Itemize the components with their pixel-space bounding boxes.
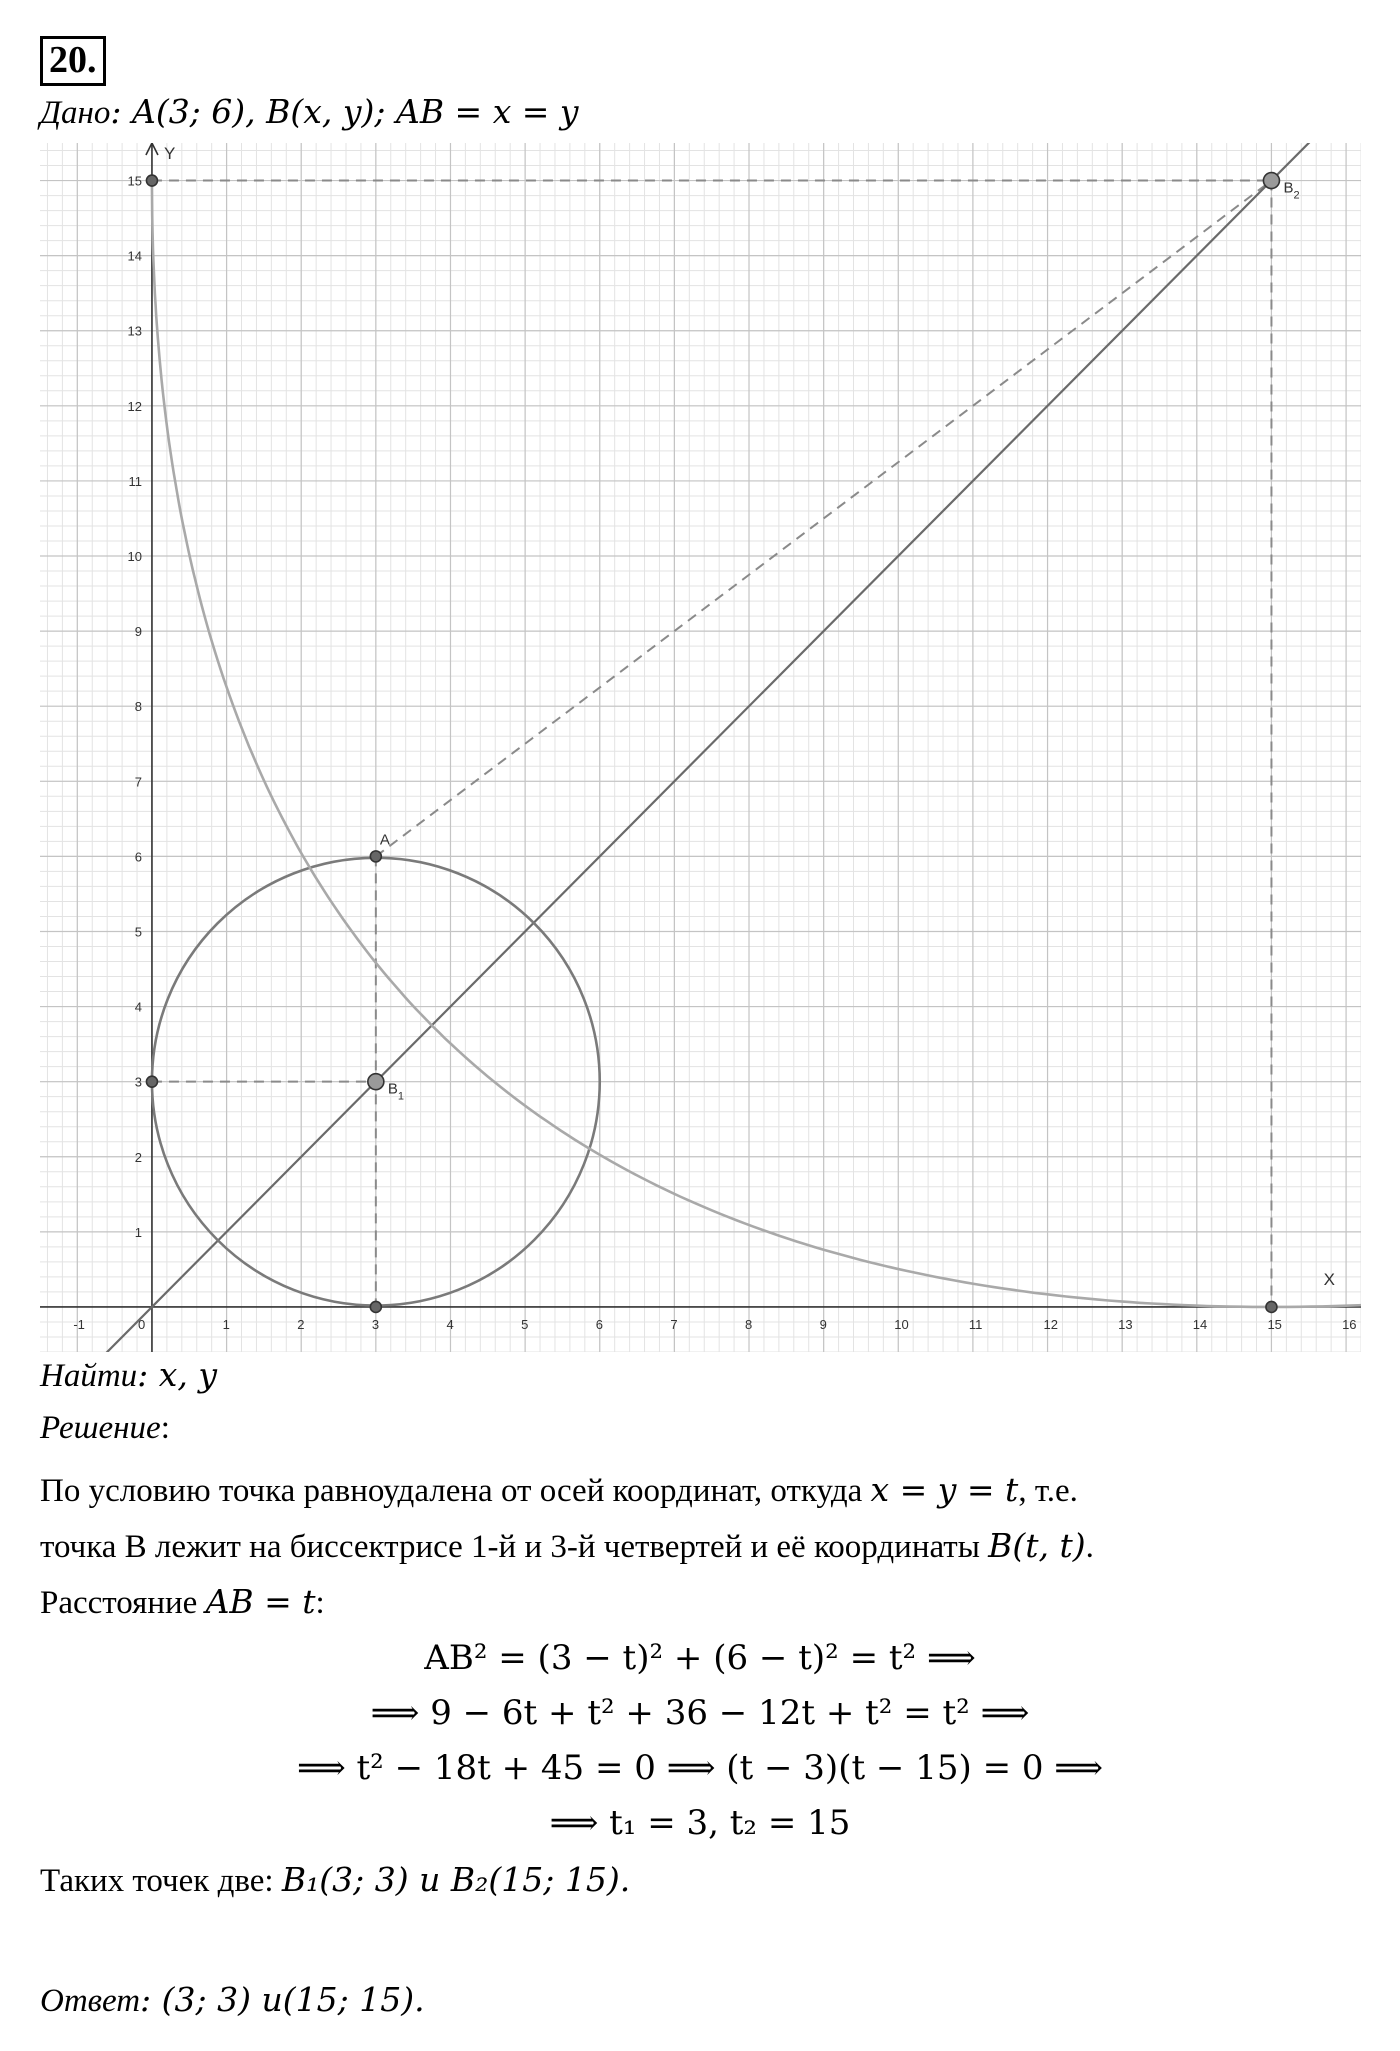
point-label-subscript: 1 xyxy=(397,1090,404,1103)
paragraph-1 xyxy=(40,1470,1078,1510)
y-tick-label: 12 xyxy=(127,398,142,414)
coordinate-graph xyxy=(40,143,1361,1352)
y-tick-label: 10 xyxy=(127,549,142,565)
point xyxy=(146,1076,157,1087)
point-label: $B_2$ xyxy=(1283,179,1300,202)
y-tick-label: 1 xyxy=(134,1224,142,1240)
equation-3: ⟹ t² − 18t + 45 = 0 ⟹ (t − 3)(t − 15) = 0 ⟹ xyxy=(296,1748,1104,1788)
result-math: B₁(3; 3) и B₂(15; 15). xyxy=(281,1860,631,1899)
find-label: Найти xyxy=(40,1358,138,1394)
y-tick-label: 6 xyxy=(134,849,142,865)
y-tick-label: 4 xyxy=(134,999,142,1015)
x-tick-label: 16 xyxy=(1342,1316,1357,1332)
given-line xyxy=(40,92,579,132)
equation-4: ⟹ t₁ = 3, t₂ = 15 xyxy=(549,1803,851,1843)
find-line xyxy=(40,1355,217,1395)
answer-label: Ответ xyxy=(40,1983,141,2019)
x-tick-label: 15 xyxy=(1267,1316,1282,1332)
x-tick-label: 10 xyxy=(894,1316,909,1332)
x-tick-label: 8 xyxy=(745,1316,753,1332)
y-tick-label: 9 xyxy=(134,624,142,640)
y-tick-label: 13 xyxy=(127,323,142,339)
point xyxy=(146,175,157,186)
point xyxy=(1263,173,1279,189)
x-tick-label: 11 xyxy=(968,1316,983,1332)
y-tick-label: 5 xyxy=(134,924,142,940)
para2-math: B(t, t) xyxy=(988,1526,1086,1565)
y-tick-label: 8 xyxy=(134,699,142,715)
x-tick-label: 3 xyxy=(371,1316,380,1332)
y-tick-label: 11 xyxy=(128,473,142,489)
given-math: : A(3; 6), B(x, y); AB = x = y xyxy=(110,92,579,131)
x-tick-label: 5 xyxy=(521,1316,529,1332)
find-math: : x, y xyxy=(137,1355,218,1394)
x-tick-label: 0 xyxy=(137,1316,146,1332)
x-tick-label: 9 xyxy=(819,1316,827,1332)
y-tick-label: 15 xyxy=(127,173,142,189)
para1-end: , т.е. xyxy=(1018,1473,1078,1509)
x-tick-label: 1 xyxy=(222,1316,230,1332)
problem-number: 20. xyxy=(40,36,106,86)
point-label: A xyxy=(379,831,390,849)
y-tick-label: 7 xyxy=(134,774,142,790)
x-axis-label: X xyxy=(1323,1269,1336,1289)
result-text: Таких точек две: xyxy=(40,1863,282,1899)
point xyxy=(368,1074,384,1090)
x-tick-label: 4 xyxy=(446,1316,454,1332)
equation-2: ⟹ 9 − 6t + t² + 36 − 12t + t² = t² ⟹ xyxy=(370,1693,1030,1733)
x-tick-label: 7 xyxy=(670,1316,678,1332)
equation-1: AB² = (3 − t)² + (6 − t)² = t² ⟹ xyxy=(424,1638,976,1678)
major-grid xyxy=(40,143,1361,1352)
answer-math: : (3; 3) и(15; 15). xyxy=(140,1980,425,2019)
x-tick-label: 12 xyxy=(1043,1316,1059,1332)
solution-colon: : xyxy=(160,1410,170,1446)
bisector-line xyxy=(100,143,1361,1352)
x-tick-label: 6 xyxy=(595,1316,603,1332)
result-line xyxy=(40,1860,630,1900)
curve xyxy=(152,181,1361,1307)
x-tick-label: 14 xyxy=(1192,1316,1208,1332)
point-label: $B_1$ xyxy=(387,1080,404,1103)
para2-text: точка B лежит на биссектрисе 1-й и 3-й четвертей и её координаты xyxy=(40,1529,989,1565)
y-tick-label: 2 xyxy=(134,1149,142,1165)
solution-heading xyxy=(40,1410,170,1447)
para3-end: : xyxy=(315,1585,325,1621)
paragraph-2 xyxy=(40,1526,1094,1566)
paragraph-3 xyxy=(40,1582,325,1622)
minor-grid xyxy=(40,143,1361,1352)
x-tick-label: 2 xyxy=(297,1316,305,1332)
x-tick-label: 13 xyxy=(1118,1316,1133,1332)
para2-end: . xyxy=(1085,1529,1094,1565)
graph-svg xyxy=(40,143,1361,1352)
point-label-subscript: 2 xyxy=(1293,189,1300,202)
x-tick-label: -1 xyxy=(73,1316,85,1332)
point xyxy=(370,851,381,862)
para3-math: AB = t xyxy=(205,1582,316,1621)
y-tick-label: 14 xyxy=(127,248,142,264)
y-axis-label: Y xyxy=(163,144,176,163)
y-tick-label: 3 xyxy=(134,1074,142,1090)
point xyxy=(370,1301,381,1312)
para1-text: По условию точка равноудалена от осей координат, откуда xyxy=(40,1473,871,1509)
para1-math: x = y = t xyxy=(870,1470,1019,1509)
point xyxy=(1266,1301,1277,1312)
para3-text: Расстояние xyxy=(40,1585,206,1621)
solution-label: Решение xyxy=(40,1410,161,1446)
answer-line xyxy=(40,1980,425,2020)
given-label: Дано xyxy=(40,95,111,131)
